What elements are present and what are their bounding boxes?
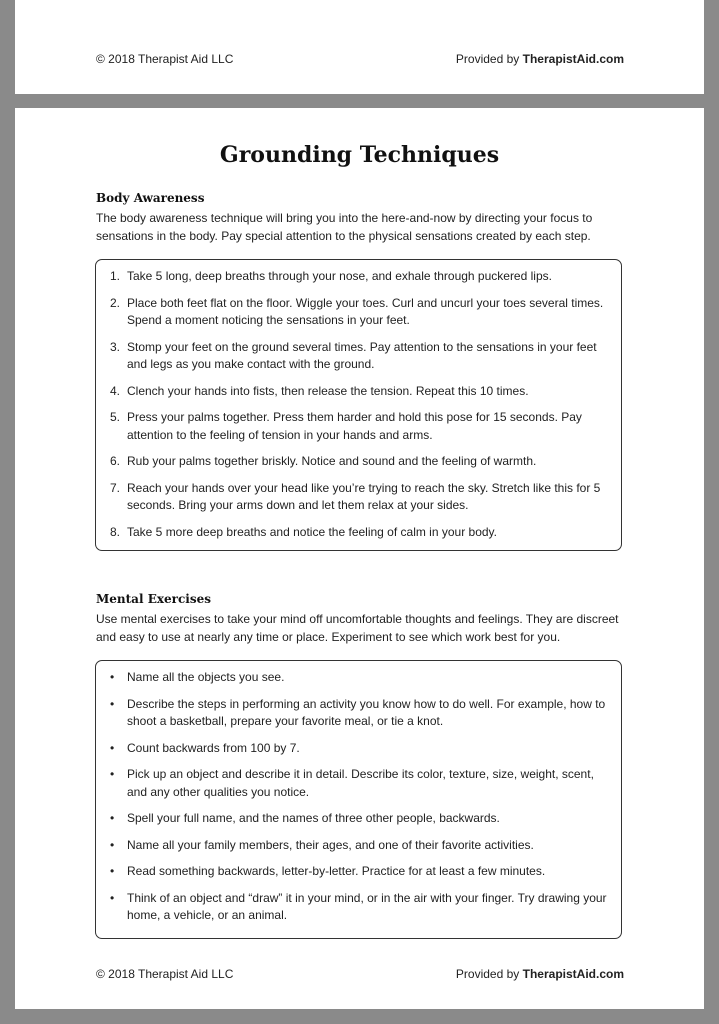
- section-intro-mental-exercises: Use mental exercises to take your mind off uncomfortable thoughts and feelings. They are discreet and easy to use at nearly any time or place. Experiment to see which work best for you.: [96, 612, 619, 644]
- exercise-text: Count backwards from 100 by 7.: [127, 740, 300, 755]
- exercise-item: [110, 863, 609, 881]
- step-text: Press your palms together. Press them harder and hold this pose for 15 seconds. Pay attention to the feeling of tension in your hands and arms.: [127, 410, 582, 442]
- exercise-item: [110, 740, 609, 758]
- section-intro-body-awareness: The body awareness technique will bring you into the here-and-now by directing your focus to sensations in the body. Pay special attention to the physical sensations created by each step.: [96, 211, 593, 243]
- brand-link[interactable]: TherapistAid.com: [522, 967, 624, 981]
- step-text: Reach your hands over your head like you’re trying to reach the sky. Stretch like this for 5 seconds. Bring your arms down and let them relax at your sides.: [127, 480, 601, 512]
- exercise-text: Spell your full name, and the names of three other people, backwards.: [127, 811, 500, 825]
- step-number: 5.: [110, 410, 121, 424]
- bullet-icon: •: [110, 811, 115, 825]
- bullet-icon: •: [110, 767, 115, 781]
- provided-by: Provided by TherapistAid.com: [455, 967, 624, 981]
- exercise-text: Name all your family members, their ages, and one of their favorite activities.: [127, 837, 534, 852]
- bullet-icon: •: [110, 890, 115, 905]
- step-number: 3.: [110, 339, 121, 354]
- exercise-item: [110, 669, 609, 687]
- step-number: 1.: [110, 269, 121, 283]
- body-awareness-steps-box: [95, 259, 622, 551]
- step-item: [110, 524, 609, 542]
- mental-exercises-box: [95, 660, 622, 939]
- exercise-text: Read something backwards, letter-by-letter. Practice for at least a few minutes.: [127, 864, 546, 878]
- bullet-icon: •: [110, 696, 115, 711]
- exercise-text: Think of an object and “draw” it in your mind, or in the air with your finger. Try drawing your home, a vehicle, or an animal.: [127, 890, 607, 922]
- section-heading-body-awareness: Body Awareness: [96, 191, 205, 205]
- exercise-list: [110, 669, 609, 925]
- step-text: Stomp your feet on the ground several times. Pay attention to the sensations in your feet and legs as you make contact with the ground.: [127, 339, 597, 371]
- step-item: [110, 409, 609, 444]
- exercise-item: [110, 810, 609, 828]
- exercise-item: [110, 837, 609, 855]
- bullet-icon: •: [110, 740, 115, 755]
- provided-by: Provided by TherapistAid.com: [455, 52, 624, 66]
- step-item: [110, 339, 609, 374]
- bullet-icon: •: [110, 864, 115, 878]
- step-text: Rub your palms together briskly. Notice and sound and the feeling of warmth.: [127, 454, 537, 468]
- bullet-icon: •: [110, 837, 115, 852]
- exercise-text: Pick up an object and describe it in detail. Describe its color, texture, size, weight, scent, and any other qualities you notice.: [127, 767, 594, 799]
- brand-link[interactable]: TherapistAid.com: [522, 52, 624, 66]
- exercise-item: [110, 890, 609, 925]
- section-heading-mental-exercises: Mental Exercises: [96, 592, 211, 606]
- exercise-text: Name all the objects you see.: [127, 670, 285, 684]
- step-item: [110, 383, 609, 401]
- page-footer: [96, 967, 624, 981]
- previous-page: [15, 0, 704, 94]
- copyright-text: © 2018 Therapist Aid LLC: [96, 52, 234, 66]
- step-item: [110, 295, 609, 330]
- step-text: Clench your hands into fists, then release the tension. Repeat this 10 times.: [127, 383, 529, 398]
- worksheet-page: [15, 108, 704, 1009]
- step-number: 7.: [110, 480, 121, 495]
- exercise-item: [110, 766, 609, 801]
- steps-list: [110, 268, 609, 541]
- step-number: 6.: [110, 454, 121, 468]
- step-number: 8.: [110, 524, 121, 539]
- step-text: Place both feet flat on the floor. Wiggle your toes. Curl and uncurl your toes several times. Spend a moment noticing the sensations in your feet.: [127, 295, 604, 327]
- page-footer: [96, 52, 624, 66]
- step-item: [110, 268, 609, 286]
- page-title: Grounding Techniques: [219, 142, 500, 168]
- step-number: 2.: [110, 295, 121, 310]
- exercise-text: Describe the steps in performing an activity you know how to do well. For example, how to shoot a basketball, prepare your favorite meal, or tie a knot.: [127, 696, 606, 728]
- bullet-icon: •: [110, 670, 115, 684]
- step-text: Take 5 long, deep breaths through your nose, and exhale through puckered lips.: [127, 269, 552, 283]
- step-item: [110, 480, 609, 515]
- exercise-item: [110, 696, 609, 731]
- step-text: Take 5 more deep breaths and notice the feeling of calm in your body.: [127, 524, 498, 539]
- step-item: [110, 453, 609, 471]
- step-number: 4.: [110, 383, 121, 398]
- copyright-text: © 2018 Therapist Aid LLC: [96, 967, 234, 981]
